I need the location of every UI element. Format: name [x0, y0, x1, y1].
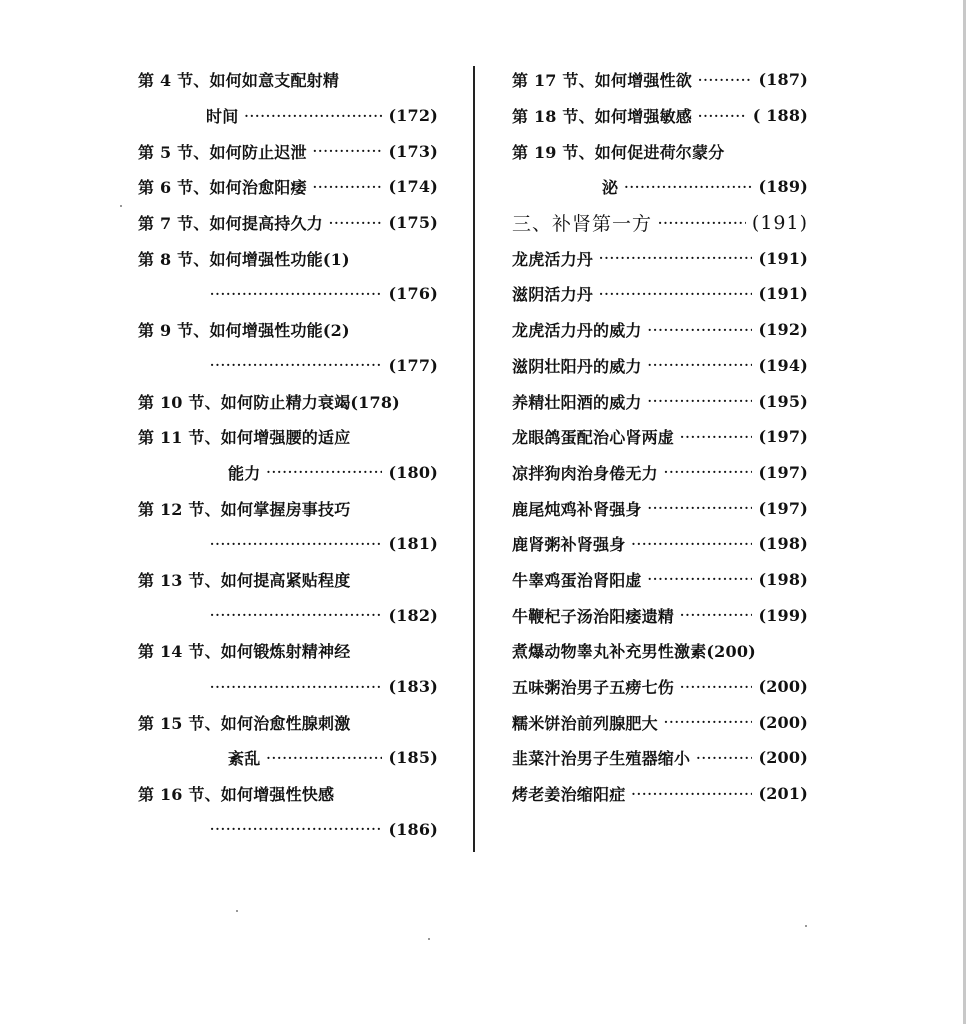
toc-entry-title: 第 6 节、如何治愈阳痿 — [138, 178, 307, 198]
toc-entry — [138, 455, 438, 491]
toc-page-number: (177) — [388, 355, 438, 375]
toc-entry — [138, 169, 438, 205]
toc-page-number: (200) — [758, 748, 808, 768]
toc-entry-title: 第 4 节、如何如意支配射精 — [138, 71, 340, 91]
dot-leader — [648, 501, 753, 515]
toc-page-number: (200) — [758, 677, 808, 697]
toc-entry — [512, 169, 808, 205]
toc-entry — [138, 633, 438, 669]
toc-entry — [512, 205, 808, 241]
toc-entry — [512, 98, 808, 134]
toc-entry — [512, 562, 808, 598]
toc-entry — [512, 776, 808, 812]
toc-entry-title: 龙眼鸽蛋配治心肾两虚 — [512, 428, 675, 448]
toc-entry-title: 第 13 节、如何提高紧贴程度 — [138, 570, 351, 590]
toc-entry-title: 第 16 节、如何增强性快感 — [138, 785, 335, 805]
toc-entry — [512, 240, 808, 276]
dot-leader — [244, 109, 382, 123]
dot-leader — [624, 180, 752, 194]
toc-entry — [138, 348, 438, 384]
toc-entry-title: 龙虎活力丹 — [512, 249, 594, 269]
toc-page-number: (198) — [758, 569, 808, 589]
toc-entry-title: 烤老姜治缩阳症 — [512, 785, 626, 805]
toc-entry — [138, 526, 438, 562]
toc-entry — [138, 312, 438, 348]
toc-entry-title: 时间 — [206, 107, 239, 127]
toc-page-number: (175) — [388, 213, 438, 233]
toc-entry-title: 第 19 节、如何促进荷尔蒙分 — [512, 142, 725, 162]
toc-entry-title: 韭菜汁治男子生殖器缩小 — [512, 749, 691, 769]
dot-leader — [664, 715, 753, 729]
toc-page-number: (187) — [758, 70, 808, 90]
toc-page-number: (183) — [388, 677, 438, 697]
toc-page-number: (172) — [388, 106, 438, 126]
dot-leader — [698, 109, 747, 123]
toc-entry-title: 煮爆动物睾丸补充男性激素(200) — [512, 642, 756, 662]
toc-entry — [512, 526, 808, 562]
dot-leader — [210, 822, 382, 836]
dot-leader — [210, 537, 382, 551]
toc-page-number: (182) — [388, 605, 438, 625]
dot-leader — [664, 465, 753, 479]
toc-entry-title: 鹿肾粥补肾强身 — [512, 535, 626, 555]
toc-entry — [138, 597, 438, 633]
toc-page-number: (198) — [758, 534, 808, 554]
toc-entry — [512, 312, 808, 348]
toc-entry-title: 第 18 节、如何增强敏感 — [512, 107, 693, 127]
toc-entry — [512, 704, 808, 740]
toc-entry-title: 糯米饼治前列腺肥大 — [512, 713, 658, 733]
dot-leader — [599, 287, 752, 301]
toc-entry — [138, 740, 438, 776]
dot-leader — [313, 144, 383, 158]
toc-entry-title: 凉拌狗肉治身倦无力 — [512, 463, 658, 483]
scan-speck — [805, 925, 807, 927]
toc-entry — [138, 62, 438, 98]
toc-entry-title: 滋阴活力丹 — [512, 285, 594, 305]
toc-entry — [138, 240, 438, 276]
dot-leader — [680, 680, 752, 694]
toc-entry — [512, 740, 808, 776]
dot-leader — [266, 751, 382, 765]
toc-page-number: (174) — [388, 177, 438, 197]
toc-page-number: (189) — [758, 177, 808, 197]
dot-leader — [313, 180, 383, 194]
toc-page-number: (201) — [758, 784, 808, 804]
toc-page-number: (195) — [758, 391, 808, 411]
toc-entry-title: 第 12 节、如何掌握房事技巧 — [138, 499, 351, 519]
toc-page-number: (200) — [758, 712, 808, 732]
dot-leader — [680, 608, 752, 622]
toc-page-number: (176) — [388, 284, 438, 304]
toc-entry — [138, 276, 438, 312]
dot-leader — [631, 787, 752, 801]
dot-leader — [698, 73, 752, 87]
toc-entry — [138, 383, 438, 419]
toc-entry-title: 第 8 节、如何增强性功能(1) — [138, 249, 350, 269]
dot-leader — [210, 680, 382, 694]
toc-page-number: ( 188) — [752, 106, 808, 126]
toc-entry — [512, 276, 808, 312]
toc-entry — [138, 776, 438, 812]
scan-speck — [120, 205, 122, 207]
toc-page-number: (191) — [758, 248, 808, 268]
toc-entry — [138, 490, 438, 526]
toc-right-column — [512, 62, 808, 811]
toc-entry-title: 泌 — [602, 178, 619, 198]
toc-page-number: (191) — [751, 211, 808, 234]
dot-leader — [210, 358, 382, 372]
toc-page-number: (192) — [758, 320, 808, 340]
toc-entry — [512, 669, 808, 705]
dot-leader — [648, 572, 753, 586]
toc-page-number: (191) — [758, 284, 808, 304]
toc-entry-title: 第 17 节、如何增强性欲 — [512, 71, 693, 91]
dot-leader — [631, 537, 752, 551]
toc-entry — [512, 348, 808, 384]
scan-speck — [428, 938, 430, 940]
toc-entry-title: 鹿尾炖鸡补肾强身 — [512, 499, 642, 519]
dot-leader — [648, 394, 753, 408]
scan-speck — [236, 910, 238, 912]
toc-entry — [512, 133, 808, 169]
toc-left-column — [138, 62, 438, 847]
toc-entry-title: 第 10 节、如何防止精力衰竭(178) — [138, 392, 400, 412]
toc-entry — [512, 455, 808, 491]
toc-entry-title: 第 7 节、如何提高持久力 — [138, 214, 323, 234]
toc-entry-title: 第 11 节、如何增强腰的适应 — [138, 428, 351, 448]
toc-entry — [512, 62, 808, 98]
dot-leader — [266, 465, 382, 479]
toc-entry-title: 第 5 节、如何防止迟泄 — [138, 142, 307, 162]
dot-leader — [680, 430, 752, 444]
toc-entry-title: 紊乱 — [228, 749, 261, 769]
toc-entry — [138, 704, 438, 740]
toc-entry — [138, 133, 438, 169]
toc-entry-title: 三、补肾第一方 — [512, 213, 653, 236]
dot-leader — [329, 216, 383, 230]
toc-entry-title: 五味粥治男子五痨七伤 — [512, 678, 675, 698]
toc-page-number: (194) — [758, 355, 808, 375]
toc-entry-title: 滋阴壮阳丹的威力 — [512, 356, 642, 376]
toc-entry — [138, 562, 438, 598]
dot-leader — [210, 287, 382, 301]
toc-page-number: (197) — [758, 498, 808, 518]
toc-entry — [138, 98, 438, 134]
toc-page-number: (197) — [758, 462, 808, 482]
toc-page-number: (173) — [388, 141, 438, 161]
toc-entry-title: 养精壮阳酒的威力 — [512, 392, 642, 412]
dot-leader — [599, 251, 752, 265]
dot-leader — [658, 216, 746, 230]
toc-entry-title: 牛鞭杞子汤治阳痿遗精 — [512, 606, 675, 626]
dot-leader — [696, 751, 752, 765]
toc-entry — [512, 597, 808, 633]
toc-entry-title: 第 15 节、如何治愈性腺刺激 — [138, 713, 351, 733]
toc-entry — [512, 383, 808, 419]
toc-entry-title: 第 14 节、如何锻炼射精神经 — [138, 642, 351, 662]
column-divider — [473, 66, 475, 852]
toc-entry — [138, 205, 438, 241]
toc-entry-title: 第 9 节、如何增强性功能(2) — [138, 321, 350, 341]
toc-entry-title: 龙虎活力丹的威力 — [512, 321, 642, 341]
toc-entry-title: 牛睾鸡蛋治肾阳虚 — [512, 570, 642, 590]
toc-entry — [512, 419, 808, 455]
toc-entry — [512, 490, 808, 526]
toc-page-number: (186) — [388, 819, 438, 839]
toc-page-number: (181) — [388, 534, 438, 554]
toc-entry — [512, 633, 808, 669]
toc-page-number: (199) — [758, 605, 808, 625]
dot-leader — [648, 358, 753, 372]
toc-entry — [138, 811, 438, 847]
toc-entry — [138, 419, 438, 455]
toc-entry — [138, 669, 438, 705]
toc-page-number: (180) — [388, 462, 438, 482]
dot-leader — [210, 608, 382, 622]
toc-entry-title: 能力 — [228, 463, 261, 483]
toc-page-number: (185) — [388, 748, 438, 768]
dot-leader — [648, 323, 753, 337]
toc-page-number: (197) — [758, 427, 808, 447]
